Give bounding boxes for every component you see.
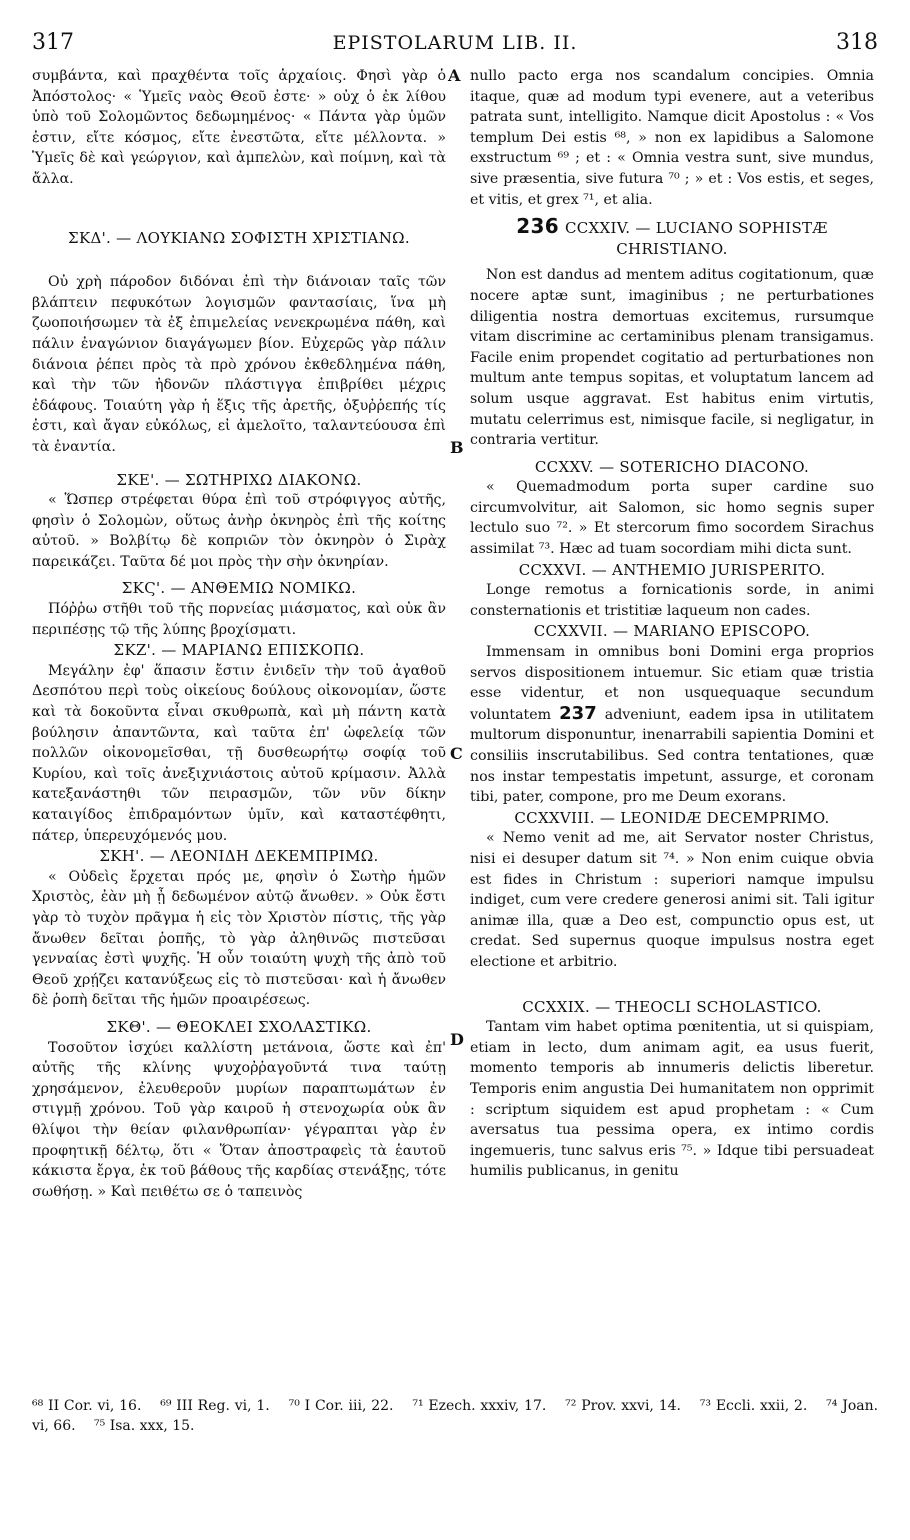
page-header — [32, 30, 878, 66]
margin-marker-d: D — [450, 1030, 464, 1049]
greek-letter-225: « Ὥσπερ στρέφεται θύρα ἐπὶ τοῦ στρόφιγγος αὐτῆς, φησὶν ὁ Σολομὼν, οὕτως ἀνὴρ ὀκνηρὸς ἐπὶ τῆς κοίτης αὐτοῦ. » Βολβίτῳ δὲ κοπριῶν τὸν ὀκνηρὸν ὁ Σιρὰχ παρεικάζει. Ταῦτα δέ μοι πρὸς τὴν σὴν ὀκνηρίαν. — [32, 492, 446, 570]
latin-letter-228: « Nemo venit ad me, ait Servator noster Christus, nisi ei desuper datum sit ⁷⁴. » Non enim cuique obvia est fides in Christum : superiori namque impulsu indiget, cum vere credere generosi animi sit. Tali igitur animæ illa, quæ a Deo est, compunctio opus est, ut credat. Sed supernus quoque impulsus nostra eget electione et arbitrio. — [470, 830, 874, 970]
latin-letter-226: Longe remotus a fornicationis sorde, in animi consternationis et tristitiæ laqueum non cades. — [470, 582, 874, 619]
greek-letter-229: Τοσοῦτον ἰσχύει καλλίστη μετάνοια, ὥστε καὶ ἐπ' αὐτῆς τῆς κλίνης ψυχοῤῥαγοῦντά τινα ταύτῃ χρησάμενον, ἐλευθεροῦν μυρίων παραπτωμάτων ἐν στιγμῇ χρόνου. Τοῦ γὰρ καιροῦ ἡ στενοχωρία οὐκ ἂν θλίψοι τὴν θείαν φιλανθρωπίαν· γέγραπται γὰρ ἐν προφητικῇ δέλτῳ, ὅτι « Ὅταν ἀποστραφεὶς τὰ ἑαυτοῦ κάκιστα ἔργα, ἐκ τοῦ βάθους τῆς καρδίας στενάξῃς, τότε σωθήσῃ. » Καὶ πειθέτω σε ὁ ταπεινὸς — [32, 1039, 446, 1200]
latin-letter-225: « Quemadmodum porta super cardine suo circumvolvitur, ait Salomon, sic homo segnis super lectulo suo ⁷². » Et stercorum fimo socordem Sirachus assimilat ⁷³. Hæc ad tuam socordiam mihi dicta sunt. — [470, 479, 874, 558]
greek-heading-228: ΣΚΗ'. — ΛΕΟΝΙΔΗ ΔΕΚΕΜΠΡΙΜΩ. — [99, 847, 379, 866]
greek-letter-226: Πόῤῥω στῆθι τοῦ τῆς πορνείας μιάσματος, καὶ οὐκ ἂν περιπέσῃς τῷ τῆς λύπης βροχίσματι. — [32, 601, 446, 638]
latin-letter-227-part-b: adveniunt, eadem ipsa in utilitatem multorum disponuntur, inenarrabili sapientia Domini et consiliis inscrutabilibus. Sed contra tentationes, quæ nos instar tempestatis impetunt, assurge, et coronam tibi, pater, compone, pro me Deum exorans. — [470, 706, 875, 806]
footnote-73: ⁷³ Eccli. xxii, 2. — [699, 1398, 808, 1414]
margin-marker-c: C — [450, 744, 463, 763]
greek-heading-229: ΣΚΘ'. — ΘΕΟΚΛΕΙ ΣΧΟΛΑΣΤΙΚΩ. — [106, 1017, 372, 1036]
greek-heading-226: ΣΚϚ'. — ΑΝΘΕΜΙΩ ΝΟΜΙΚΩ. — [121, 579, 357, 598]
page-number-right: 318 — [836, 30, 878, 55]
latin-paragraph-continued: nullo pacto erga nos scandalum concipies. Omnia itaque, quæ ad modum typi evenere, aut a veteribus patrata sunt, intelligito. Namque dicit Apostolus : « Vos templum Dei estis ⁶⁸, » non ex lapidibus a Salomone exstructum ⁶⁹ ; et : « Omnia vestra sunt, sive mundus, sive præsentia, sive futura ⁷⁰ ; » et : Vos estis, et seges, et vitis, et grex ⁷¹, et alia. — [470, 68, 874, 208]
latin-heading-226: CCXXVI. — ANTHEMIO JURISPERITO. — [518, 560, 826, 579]
greek-heading-225: ΣΚΕ'. — ΣΩΤΗΡΙΧΩ ΔΙΑΚΟΝΩ. — [116, 470, 362, 489]
column-number-237: 237 — [559, 702, 597, 724]
greek-letter-227: Μεγάλην ἐφ' ἅπασιν ἔστιν ἐνιδεῖν τὴν τοῦ ἀγαθοῦ Δεσπότου περὶ τοὺς οἰκείους δούλους οἰκονομίαν, ὥστε καὶ τὰ δοκοῦντα εἶναι σκυθρωπὰ, καὶ μὴ πάντη κατὰ βούλησιν ἀπαντῶντα, καὶ ταῦτα ἐπ' ὠφελείᾳ τῶν πολλῶν οἰκονομεῖσθαι, τῇ δυσθεωρήτῳ σοφίᾳ τοῦ Κυρίου, καὶ τοῖς ἀνεξιχνιάστοις αὐτοῦ κρίμασιν. Ἀλλὰ κατεξανάστηθι τῶν πειρασμῶν, τῶν νῦν δίκην καταιγίδος ἐπιδραμόντων ὑμῖν, καὶ καταστέφθητι, πάτερ, ὑπερευχόμενός μου. — [32, 662, 446, 844]
page-number-left: 317 — [32, 30, 74, 55]
margin-marker-a: A — [448, 66, 461, 85]
footnote-71: ⁷¹ Ezech. xxxiv, 17. — [412, 1398, 547, 1414]
latin-heading-224 — [470, 216, 874, 259]
latin-heading-225: CCXXV. — SOTERICHO DIACONO. — [534, 457, 810, 476]
footnote-72: ⁷² Prov. xxvi, 14. — [565, 1398, 681, 1414]
footnotes — [32, 1396, 878, 1436]
greek-heading-227: ΣΚΖ'. — ΜΑΡΙΑΝΩ ΕΠΙΣΚΟΠΩ. — [113, 641, 365, 660]
latin-heading-229: CCXXIX. — THEOCLI SCHOLASTICO. — [522, 997, 822, 1016]
latin-heading-228: CCXXVIII. — LEONIDÆ DECEMPRIMO. — [514, 808, 830, 827]
footnote-69: ⁶⁹ III Reg. vi, 1. — [160, 1398, 270, 1414]
latin-heading-227: CCXXVII. — MARIANO EPISCOPO. — [533, 622, 811, 641]
latin-letter-229: Tantam vim habet optima pœnitentia, ut si quispiam, etiam in lecto, dum animam agit, ea usus fuerit, momento temporis ab innumeris delictis liberetur. Temporis enim angustia Dei humanitatem non opprimit : scriptum siquidem est apud prophetam : « Cum aversatus tua pessima opera, ex intimo cordis ingemueris, tunc salvus eris ⁷⁵. » Idque tibi persuadeat humilis publicanus, in genitu — [470, 1019, 874, 1180]
greek-column — [32, 66, 446, 1202]
latin-column — [470, 66, 874, 1182]
footnote-74: ⁷⁴ Joan. vi, 66. — [32, 1398, 879, 1434]
latin-letter-227 — [470, 642, 874, 808]
margin-marker-b: B — [450, 438, 464, 457]
latin-letter-224: Non est dandus ad mentem aditus cogitationum, quæ nocere aptæ sunt, imaginibus ; ne perturbationes diligentia nostra demortuas excitemus, rursumque vitam discrimine ac certaminibus plenam transigamus. Facile enim propendet cogitatio ad perturbationes non multum ante tempus sopitas, et voluptatum lancem ad solum usque aggravat. Est habitus enim virtutis, mutatu celerrimus est, nimisque facile, si negligatur, in contraria vertitur. — [470, 267, 874, 449]
footnote-68: ⁶⁸ II Cor. vi, 16. — [32, 1398, 142, 1414]
latin-heading-224-text: CCXXIV. — LUCIANO SOPHISTÆ CHRISTIANO. — [564, 219, 828, 258]
footnote-75: ⁷⁵ Isa. xxx, 15. — [94, 1418, 195, 1434]
greek-letter-228: « Οὐδεὶς ἔρχεται πρός με, φησὶν ὁ Σωτὴρ ἡμῶν Χριστὸς, ἐὰν μὴ ᾖ δεδωμένον αὐτῷ ἄνωθεν. » Οὐκ ἔστι γὰρ τὸ τυχὸν πρᾶγμα ἡ εἰς τὸν Χριστὸν πίστις, τῆς γὰρ ἄνωθεν δεῖται ῥοπῆς, τὸ γὰρ ἀληθινῶς πιστεῦσαι γενναίας ἐστὶ ψυχῆς. Ἡ οὖν τοιαύτη ψυχὴ τῆς ἀπὸ τοῦ Θεοῦ χρῄζει κατανύξεως εἰς τὸ πιστεῦσαι· καὶ ἡ ἄνωθεν δὲ ῥοπὴ δεῖται τῆς ἡμῶν προαιρέσεως. — [32, 868, 446, 1009]
greek-paragraph-continued: συμβάντα, καὶ πραχθέντα τοῖς ἀρχαίοις. Φησὶ γὰρ ὁ Ἀπόστολος· « Ὑμεῖς ναὸς Θεοῦ ἐστε· » οὐχ ὁ ἐκ λίθου ὑπὸ τοῦ Σολομῶντος δεδωμημένος· « Πάντα γὰρ ὑμῶν ἐστιν, εἴτε κόσμος, εἴτε ἐνεστῶτα, εἴτε μέλλοντα. » Ὑμεῖς δὲ καὶ γεώργιον, καὶ ἀμπελὼν, καὶ ποίμνη, καὶ τὰ ἄλλα. — [32, 68, 446, 187]
footnote-70: ⁷⁰ I Cor. iii, 22. — [288, 1398, 394, 1414]
greek-heading-224: ΣΚΔ'. — ΛΟΥΚΙΑΝΩ ΣΟΦΙΣΤΗ ΧΡΙΣΤΙΑΝΩ. — [68, 228, 410, 247]
latin-letter-227-part-a: Immensam in omnibus boni Domini erga proprios servos dispositionem intuemur. Sic etiam quæ tristia esse videntur, et non usquequaque secundum voluntatem — [470, 644, 874, 723]
column-number-236: 236 — [516, 214, 559, 239]
running-title: EPISTOLARUM LIB. II. — [332, 32, 578, 54]
greek-letter-224: Οὐ χρὴ πάροδον διδόναι ἐπὶ τὴν διάνοιαν ταῖς τῶν βλάπτειν πεφυκότων λογισμῶν φαντασίαις, ἵνα μὴ ζωοποιήσωμεν τὰ ἐξ ἐπιμελείας νενεκρωμένα πάθη, καὶ πάλιν ἐναγώνιον διαγάγωμεν βίον. Εὐχερῶς γὰρ πάλιν διάνοια ῥέπει πρὸς τὰ πρὸ χρόνου ἐκθεδλημένα πάθη, καὶ τὴν τῶν ἡδονῶν πλάστιγγα ἐπιβρίθει μέχρις ἐδάφους. Τοιαύτη γὰρ ἡ ἕξις τῆς ἀρετῆς, ὀξυῤῥεπής τίς ἐστι, καὶ ἄγαν εὐκόλως, εἰ ἀμελοῖτο, ταλαντεύουσα ἐπὶ τὰ ἐναντία. — [32, 274, 446, 455]
